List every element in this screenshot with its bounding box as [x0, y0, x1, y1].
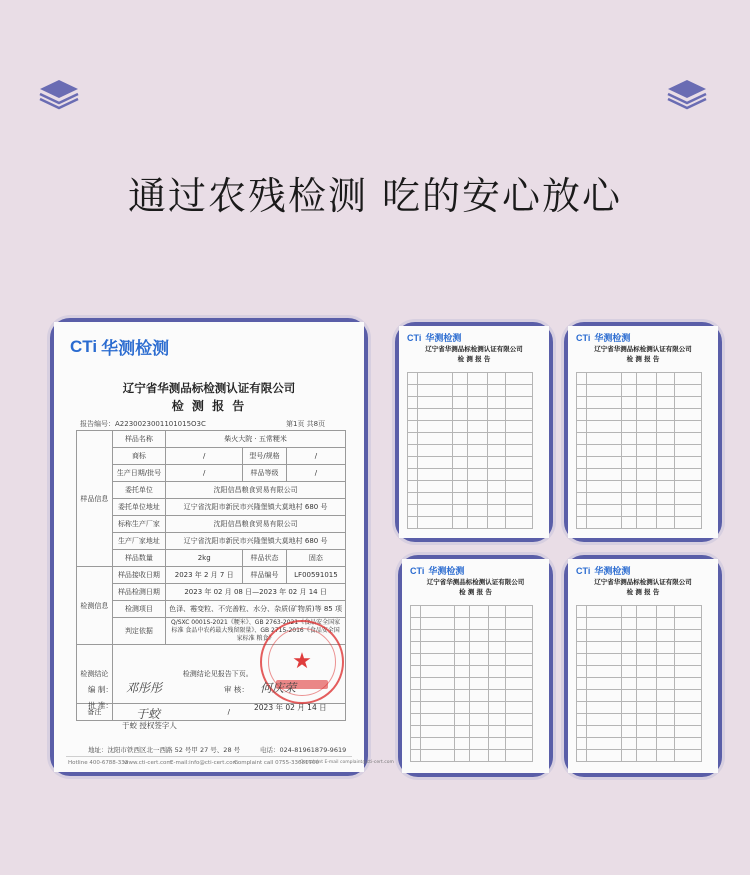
logo-cn: 华测检测 — [594, 567, 631, 577]
table-row — [577, 726, 702, 738]
row-label: 委托单位地址 — [112, 499, 165, 516]
table-row — [577, 457, 702, 469]
footer-complaint-email: Complaint E-mail complaint@cti-cert.com — [300, 760, 394, 765]
table-row — [77, 601, 346, 618]
row-label: 判定依据 — [112, 618, 165, 645]
table-row — [577, 702, 702, 714]
conclusion-text: 检测结论见报告下页。 — [112, 645, 345, 704]
row-label-2: 型号/规格 — [243, 448, 287, 465]
table-row — [408, 373, 533, 385]
footer-hotline: Hotline 400-6788-333 — [68, 760, 129, 766]
report-title: 检 测 报 告 — [457, 355, 491, 363]
table-row — [411, 666, 533, 678]
approved-by-label: 批 准： — [88, 701, 113, 710]
table-row — [577, 750, 702, 762]
phone: 电话：024-81961879-9619 — [260, 746, 347, 754]
row-group-label: 检测结论 — [77, 645, 113, 704]
report-title: 检 测 报 告 — [171, 399, 247, 413]
results-table — [576, 605, 702, 762]
table-row — [577, 373, 702, 385]
row-value: 2023 年 2 月 7 日 — [166, 567, 243, 584]
table-row — [408, 505, 533, 517]
company-name: 辽宁省华测品标检测认证有限公司 — [594, 578, 692, 586]
report-number: 报告编号：A2230023001101015O3C — [80, 420, 206, 428]
row-label: 标称生产厂家 — [112, 516, 165, 533]
company-name: 辽宁省华测品标检测认证有限公司 — [122, 381, 296, 395]
table-row — [408, 421, 533, 433]
table-row — [411, 654, 533, 666]
table-row — [577, 678, 702, 690]
row-group-label: 样品信息 — [77, 431, 113, 567]
table-row — [411, 738, 533, 750]
approver-title: 于蛟 授权签字人 — [122, 721, 177, 730]
logo-cn: 华测检测 — [594, 334, 631, 344]
approver-signature: 于蛟 — [136, 707, 161, 721]
table-row — [411, 618, 533, 630]
row-value: 沈阳信昌粮食贸易有限公司 — [166, 482, 346, 499]
report-title: 检 测 报 告 — [626, 588, 660, 596]
table-row — [411, 678, 533, 690]
row-label-2: 样品编号 — [243, 567, 287, 584]
row-value: 2023 年 02 月 08 日—2023 年 02 月 14 日 — [166, 584, 346, 601]
compiled-by-label: 编 制： — [88, 685, 113, 694]
table-row — [77, 567, 346, 584]
row-value: / — [166, 465, 243, 482]
row-value: 辽宁省沈阳市新民市兴隆堡镇大莫地村 680 号 — [166, 499, 346, 516]
table-row — [577, 642, 702, 654]
thumb-page — [399, 326, 549, 538]
row-label: 样品接收日期 — [112, 567, 165, 584]
approve-date: 2023 年 02 月 14 日 — [254, 703, 327, 712]
table-row — [77, 533, 346, 550]
row-label: 生产日期/批号 — [112, 465, 165, 482]
table-row — [411, 690, 533, 702]
row-value: 辽宁省沈阳市新民市兴隆堡镇大莫地村 680 号 — [166, 533, 346, 550]
results-table — [407, 372, 533, 529]
layers-icon — [38, 78, 80, 110]
row-value-2: / — [286, 465, 345, 482]
logo-cti: CTi — [410, 565, 425, 576]
thumb-report-4 — [564, 555, 722, 777]
layers-icon — [666, 78, 708, 110]
table-row — [577, 738, 702, 750]
table-row — [411, 606, 533, 618]
row-value: Q/SXC 0001S-2021《粳米》、GB 2763-2021《食品安全国家标准 食品中农药最大残留限量》、GB 2715-2016《食品安全国家标准 粮食》 — [166, 618, 346, 645]
results-table — [410, 605, 533, 762]
table-row — [577, 397, 702, 409]
thumb-report-2 — [564, 322, 722, 542]
table-row — [577, 654, 702, 666]
company-name: 辽宁省华测品标检测认证有限公司 — [426, 578, 525, 586]
row-label: 样品数量 — [112, 550, 165, 567]
thumb-report-3 — [398, 555, 553, 777]
table-row — [577, 517, 702, 529]
table-row — [408, 493, 533, 505]
logo-cti: CTi — [70, 336, 98, 356]
logo-cn: 华测检测 — [425, 334, 462, 344]
table-row — [577, 690, 702, 702]
star-icon: ★ — [292, 649, 312, 674]
row-label: 样品检测日期 — [112, 584, 165, 601]
row-value: 柴火大院 · 五常粳米 — [166, 431, 346, 448]
row-label: 样品名称 — [112, 431, 165, 448]
table-row — [411, 702, 533, 714]
thumb-report-1 — [395, 322, 553, 542]
row-label-2: 样品状态 — [243, 550, 287, 567]
thumb-page — [568, 326, 718, 538]
table-row — [408, 409, 533, 421]
table-row — [577, 469, 702, 481]
row-value-2: LF00591015 — [286, 567, 345, 584]
company-name: 辽宁省华测品标检测认证有限公司 — [425, 345, 523, 353]
row-value: 2kg — [166, 550, 243, 567]
table-row — [577, 385, 702, 397]
logo-cti: CTi — [576, 332, 591, 343]
table-row — [408, 481, 533, 493]
row-group-label: 检测信息 — [77, 567, 113, 645]
table-row — [77, 516, 346, 533]
table-row — [408, 457, 533, 469]
table-row — [411, 630, 533, 642]
table-row — [408, 433, 533, 445]
cti-logo — [410, 564, 464, 577]
table-row — [577, 666, 702, 678]
table-row — [408, 397, 533, 409]
row-value: 色泽、霉变粒、不完善粒、水分、杂质(矿物质)等 85 项 — [166, 601, 346, 618]
row-label-2: 样品等级 — [243, 465, 287, 482]
compiler-signature: 邓彤彤 — [126, 681, 163, 695]
row-label: 商标 — [112, 448, 165, 465]
report-title: 检 测 报 告 — [459, 588, 492, 596]
row-value: 沈阳信昌粮食贸易有限公司 — [166, 516, 346, 533]
cti-logo — [70, 334, 169, 359]
table-row — [77, 482, 346, 499]
main-report-frame — [50, 318, 394, 776]
row-value: / — [166, 448, 243, 465]
headline: 通过农残检测 吃的安心放心 — [127, 174, 623, 218]
report-title: 检 测 报 告 — [626, 355, 660, 363]
thumb-page — [568, 559, 718, 773]
table-row — [577, 409, 702, 421]
results-table — [576, 372, 702, 529]
table-row — [77, 465, 346, 482]
logo-cn: 华测检测 — [101, 339, 170, 359]
cti-logo — [576, 331, 630, 344]
table-row — [77, 448, 346, 465]
row-label: 委托单位 — [112, 482, 165, 499]
audited-by-label: 审 核： — [224, 685, 249, 694]
logo-cn: 华测检测 — [428, 567, 465, 577]
table-row — [577, 433, 702, 445]
notes-value: / — [112, 704, 345, 721]
footer-email: E-mail:info@cti-cert.com — [170, 760, 238, 766]
table-row — [577, 505, 702, 517]
logo-cti: CTi — [576, 565, 591, 576]
notes-label: 备注 — [77, 704, 113, 721]
row-value-2: 固态 — [286, 550, 345, 567]
thumb-page — [402, 559, 549, 773]
table-row — [577, 618, 702, 630]
row-label: 检测项目 — [112, 601, 165, 618]
row-value-2: / — [286, 448, 345, 465]
auditor-signature: 何庆荣 — [260, 681, 297, 695]
table-row — [411, 750, 533, 762]
footer-complaint: Complaint call 0755-33681700 — [234, 760, 320, 766]
logo-cti: CTi — [407, 332, 422, 343]
report-page — [54, 322, 394, 772]
table-row — [577, 630, 702, 642]
table-row — [77, 499, 346, 516]
table-row — [408, 469, 533, 481]
table-row — [408, 517, 533, 529]
table-row — [577, 493, 702, 505]
table-row — [577, 606, 702, 618]
footer-web: www.cti-cert.com — [124, 760, 172, 766]
table-row — [408, 445, 533, 457]
address: 地址：沈阳市铁西区北一西路 52 号甲 27 号、28 号 — [88, 746, 241, 754]
table-row — [77, 550, 346, 567]
table-row — [411, 642, 533, 654]
table-row — [577, 714, 702, 726]
cti-logo — [407, 331, 461, 344]
company-name: 辽宁省华测品标检测认证有限公司 — [594, 345, 692, 353]
table-row — [77, 431, 346, 448]
cti-logo — [576, 564, 630, 577]
table-row — [577, 445, 702, 457]
table-row — [411, 714, 533, 726]
table-row — [577, 421, 702, 433]
table-row — [408, 385, 533, 397]
page-number: 第1页 共8页 — [286, 420, 326, 428]
table-row — [577, 481, 702, 493]
table-row — [411, 726, 533, 738]
table-row — [77, 584, 346, 601]
row-label: 生产厂家地址 — [112, 533, 165, 550]
